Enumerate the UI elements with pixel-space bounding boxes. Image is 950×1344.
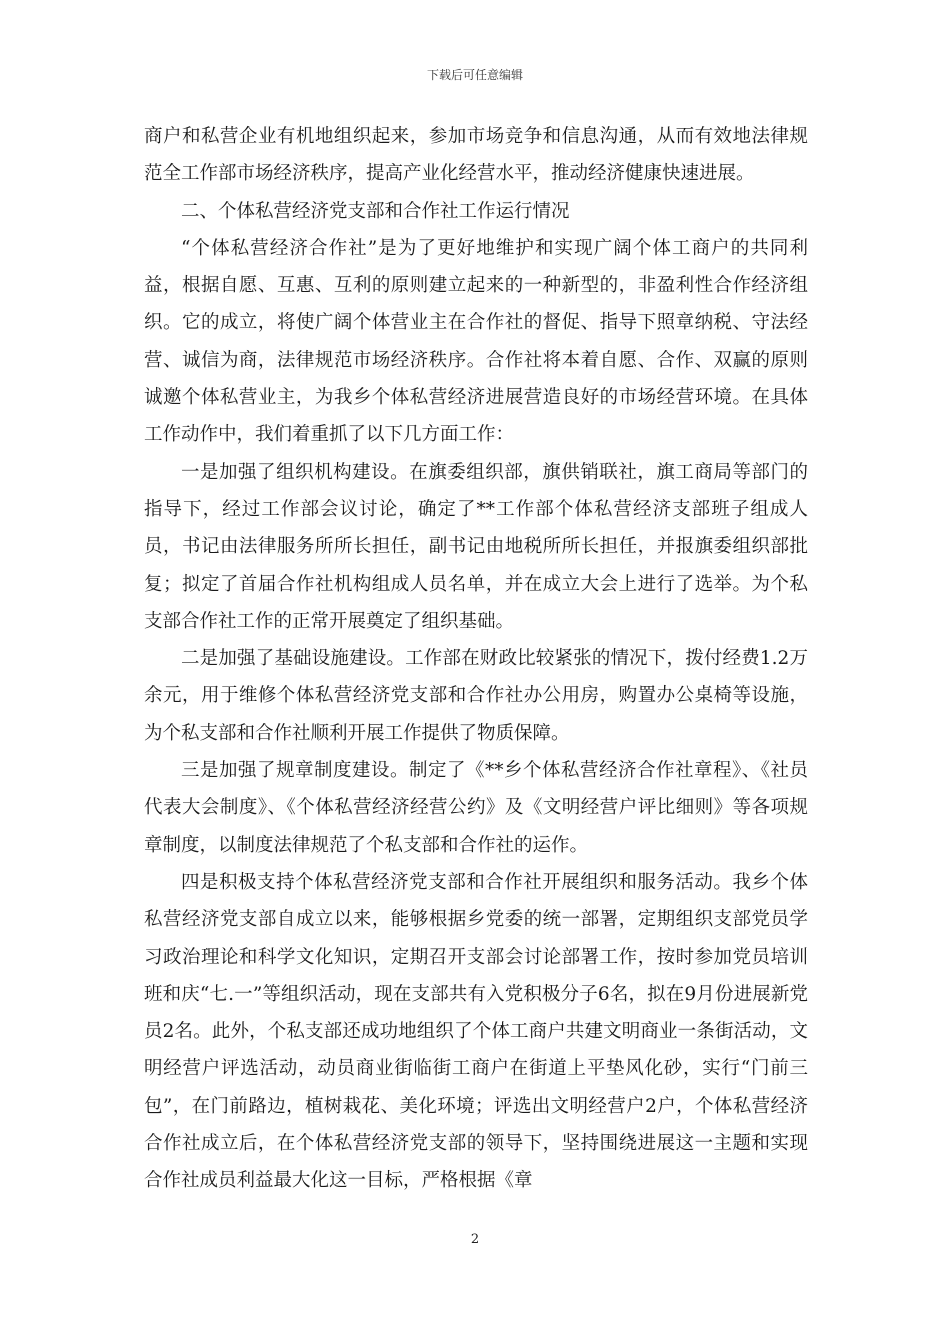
paragraph-3: “个体私营经济合作社”是为了更好地维护和实现广阔个体工商户的共同利益，根据自愿、互惠、互利的原则建立起来的一种新型的，非盈利性合作经济组织。它的成立，将使广阔个体营业主在合作社的督促、指导下照章纳税、守法经营、诚信为商，法律规范市场经济秩序。合作社将本着自愿、合作、双赢的原则诚邀个体私营业主，为我乡个体私营经济进展营造良好的市场经营环境。在具体工作动作中，我们着重抓了以下几方面工作：	[144, 237, 808, 446]
page-number: 2	[470, 1232, 480, 1247]
paragraph-7: 四是积极支持个体私营经济党支部和合作社开展组织和服务活动。我乡个体私营经济党支部自成立以来，能够根据乡党委的统一部署，定期组织支部党员学习政治理论和科学文化知识，定期召开支部会讨论部署工作，按时参加党员培训班和庆“七.一”等组织活动，现在支部共有入党积极分子6名，拟在9月份进展新党员2名。此外，个私支部还成功地组织了个体工商户共建文明商业一条街活动，文明经营户评选活动，动员商业街临街工商户在街道上平垫风化砂，实行“门前三包”，在门前路边，植树栽花、美化环境；评选出文明经营户2户，个体私营经济合作社成立后，在个体私营经济党支部的领导下，坚持围绕进展这一主题和实现合作社成员利益最大化这一目标，严格根据《章	[144, 871, 808, 1192]
document-body	[144, 118, 808, 1200]
paragraph-6: 三是加强了规章制度建设。制定了《**乡个体私营经济合作社章程》、《社员代表大会制度》、《个体私营经济经营公约》及《文明经营户评比细则》等各项规章制度，以制度法律规范了个私支部和合作社的运作。	[144, 760, 808, 856]
paragraph-1: 商户和私营企业有机地组织起来，参加市场竞争和信息沟通，从而有效地法律规范全工作部市场经济秩序，提高产业化经营水平，推动经济健康快速进展。	[144, 126, 808, 185]
page-header: 下载后可任意编辑	[426, 68, 523, 82]
paragraph-4: 一是加强了组织机构建设。在旗委组织部，旗供销联社，旗工商局等部门的指导下，经过工作部会议讨论，确定了**工作部个体私营经济支部班子组成人员，书记由法律服务所所长担任，副书记由地税所所长担任，并报旗委组织部批复；拟定了首届合作社机构组成人员名单，并在成立大会上进行了选举。为个私支部合作社工作的正常开展奠定了组织基础。	[144, 461, 808, 632]
paragraph-5: 二是加强了基础设施建设。工作部在财政比较紧张的情况下，拨付经费1.2万余元，用于维修个体私营经济党支部和合作社办公用房，购置办公桌椅等设施，为个私支部和合作社顺利开展工作提供了物质保障。	[144, 648, 808, 744]
section-heading: 二、个体私营经济党支部和合作社工作运行情况	[181, 200, 570, 222]
